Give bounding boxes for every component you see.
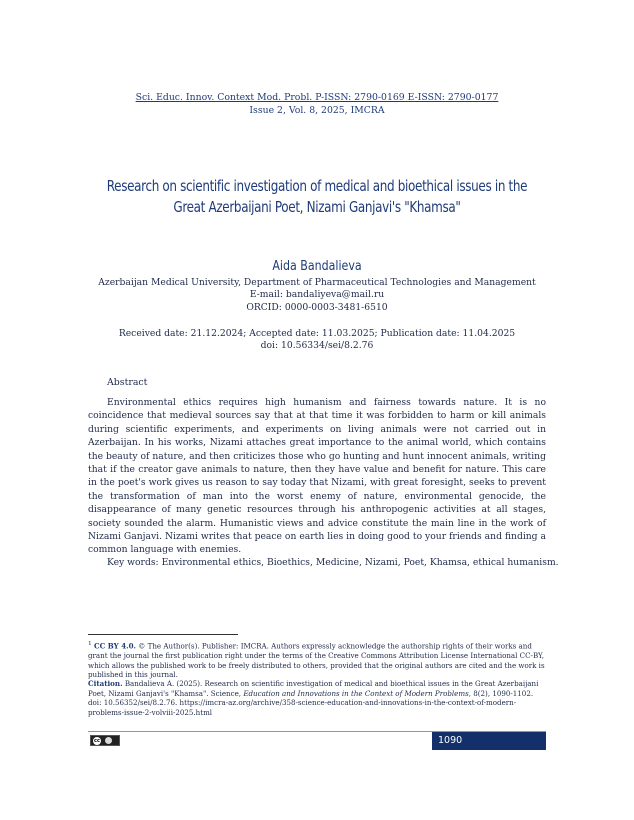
issue-line: Issue 2, Vol. 8, 2025, IMCRA	[249, 105, 385, 116]
author-email[interactable]: E-mail: bandaliyeva@mail.ru	[249, 289, 385, 301]
keywords: Key words: Environmental ethics, Bioethics, Medicine, Nizami, Poet, Khamsa, ethical humanism.	[107, 557, 559, 568]
dates-line: Received date: 21.12.2024; Accepted date: 11.03.2025; Publication date: 11.04.2025	[118, 328, 516, 339]
abstract-heading: Abstract	[107, 377, 148, 388]
attribution-icon	[105, 737, 112, 744]
abstract-text: Environmental ethics requires high humanism and fairness towards nature. It is no coincidence that medieval sources say that at that time it was forbidden to harm or kill animals during scientific experiments, and experiments on living animals were not carried out in Azerbaijan. In his works, Nizami attaches great importance to the animal world, which contains the beauty of nature, and then criticizes those who go hunting and hunt innocent animals, writing that if the creator gave animals to nature, then they have value and benefit for nature. This care in the poet's work gives us reason to say today that Nizami, with great foresight, seeks to prevent the transformation of man into the worst enemy of nature, environmental genocide, the disappearance of many genetic resources through his anthropogenic activities at all stages, society sounded the alarm. Humanistic views and advice constitute the main line in the work of Nizami Ganjavi. Nizami writes that peace on earth lies in doing good to your friends and finding a common language with enemies.	[88, 397, 546, 556]
cc-icon: cc	[94, 737, 100, 744]
author-orcid: ORCID: 0000-0003-3481-6510	[246, 301, 388, 313]
license-text: © The Author(s). Publisher: IMCRA. Authors expressly acknowledge the authorship rights of their works and grant the journal the first publication right under the terms of the Creative Commons Attribution License International CC-BY, which allows the published work to be freely distributed to others, provided that the original authors are cited and the work is published in this journal.	[88, 641, 545, 680]
doi[interactable]: doi: 10.56334/sei/8.2.76	[260, 340, 374, 352]
journal-header	[0, 91, 634, 117]
footnote-marker: 1	[88, 641, 92, 647]
journal-citation-link[interactable]: Sci. Educ. Innov. Context Mod. Probl. P-ISSN: 2790-0169 E-ISSN: 2790-0177	[135, 92, 499, 103]
author-name: Aida Bandalieva	[272, 259, 362, 274]
license-footnote	[88, 640, 548, 680]
affiliation: Azerbaijan Medical University, Department of Pharmaceutical Technologies and Management	[98, 277, 536, 288]
license-label: CC BY 4.0.	[94, 641, 137, 651]
publication-dates	[0, 328, 634, 353]
footnote-divider	[88, 634, 238, 635]
author-affiliation-block	[0, 277, 634, 314]
paper-title: Research on scientific investigation of medical and bioethical issues in the Great Azerbaijani Poet, Nizami Ganjavi's "Khamsa"	[106, 177, 528, 216]
citation-footnote	[88, 679, 548, 717]
citation-label: Citation.	[88, 679, 123, 688]
citation-journal: Education and Innovations in the Context of Modern Problems	[243, 688, 469, 698]
cc-license-badge[interactable]	[90, 735, 120, 746]
page-number: 1090	[432, 732, 546, 750]
citation-pre: Bandalieva A. (2025). Research on scientific investigation of medical and bioethical issues in the Great Azerbaijani Poet, Nizami Ganjavi's "Khamsa". Science,	[88, 679, 539, 698]
citation-post[interactable]: , 8(2), 1090-1102. doi: 10.56352/sei/8.2.76. https://imcra-az.org/archive/358-science-education-and-innovations-in-the-context-of-modern-problems-issue-2-volviii-2025.html	[88, 688, 534, 717]
